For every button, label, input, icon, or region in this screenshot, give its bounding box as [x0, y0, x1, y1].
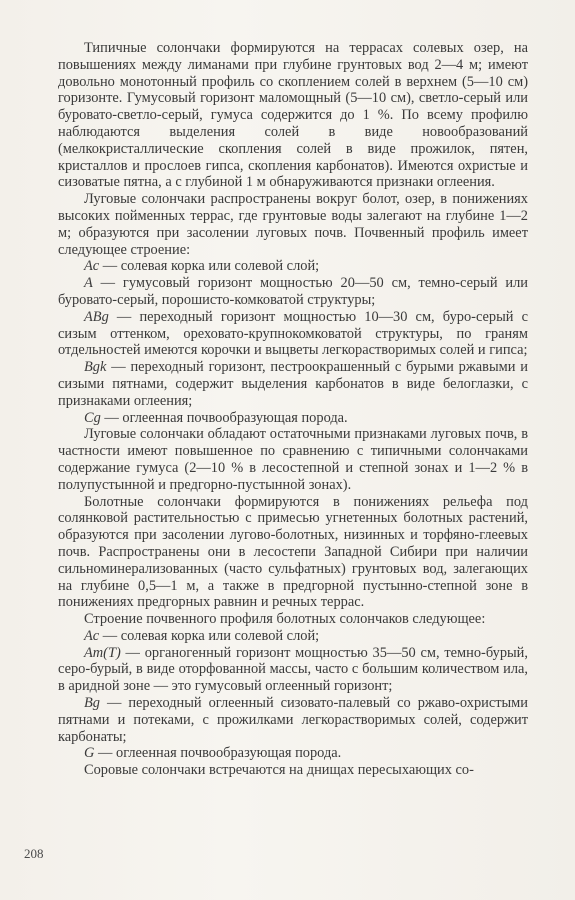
horizon-description: — гумусовый горизонт мощностью 20—50 см, темно-серый или буровато-серый, порошисто-комковатой структуры; [58, 275, 528, 308]
paragraph-bog-profile-intro: Строение почвенного профиля болотных солончаков следующее: [84, 611, 486, 628]
horizon-ac-bog [58, 628, 528, 645]
horizon-symbol: Bgk [84, 359, 107, 376]
horizon-description: — переходный горизонт, пестроокрашенный с бурыми ржавыми и сизыми пятнами, содержит выделения карбонатов в виде белоглазки, с признаками оглеения; [58, 359, 528, 409]
horizon-description: — солевая корка или солевой слой; [99, 258, 320, 275]
horizon-a-meadow [58, 275, 528, 309]
page-number: 208 [24, 846, 44, 861]
horizon-description: — оглеенная почвообразующая порода. [94, 745, 342, 762]
horizon-symbol: Am(T) [84, 644, 121, 661]
horizon-description: — солевая корка или солевой слой; [99, 627, 320, 644]
horizon-bgk-meadow [58, 359, 528, 409]
paragraph-sor-solonchaks: Соровые солончаки встречаются на днищах пересыхающих со- [84, 762, 474, 779]
horizon-g-bog [58, 745, 528, 762]
horizon-symbol: Ac [84, 258, 100, 275]
paragraph-meadow-solonchaks: Луговые солончаки распространены вокруг болот, озер, в понижениях высоких пойменных террас, где грунтовые воды залегают на глубине 1—2 м; образуются при засолении луговых почв. Почвенный профиль имеет следующее строение: [58, 191, 528, 258]
horizon-bg-bog [58, 695, 528, 745]
horizon-description: — переходный горизонт мощностью 10—30 см, буро-серый с сизым оттенком, ореховато-крупнокомковатой структуры, по граням отдельностей имеются корочки и выцветы легкорастворимых солей и гипса; [58, 308, 528, 359]
horizon-symbol: A [84, 275, 93, 292]
horizon-ac-meadow [58, 258, 528, 275]
horizon-abg-meadow [58, 309, 528, 359]
horizon-symbol: G [84, 745, 95, 762]
horizon-cg-meadow [58, 410, 528, 427]
horizon-description: — переходный оглеенный сизовато-палевый со ржаво-охристыми пятнами и потеками, с прожилками легкорастворимых солей, содержит карбонаты; [58, 695, 528, 745]
horizon-amt-bog [58, 645, 528, 695]
paragraph-typical-solonchaks: Типичные солончаки формируются на террасах солевых озер, на повышениях между лиманами при глубине грунтовых вод 2—4 м; имеют довольно монотонный профиль со скоплением солей в верхнем (5—10 см) горизонте. Гумусовый горизонт маломощный (5—10 см), светло-серый или буровато-светло-серый, гумуса содержится до 1 %. По всему профилю наблюдаются выделения солей в виде новообразований (мелкокристаллические скопления солей в виде прожилок, пятен, кристаллов и прослоев гипса, скопления карбонатов). Имеются охристые и сизоватые пятна, а с глубиной 1 м обнаруживаются признаки оглеения. [58, 40, 528, 191]
horizon-description: — органогенный горизонт мощностью 35—50 см, темно-бурый, серо-бурый, в виде оторфованной массы, часто с большим количеством ила, в аридной зоне — это гумусовый оглеенный горизонт; [58, 644, 528, 695]
paragraph-meadow-properties: Луговые солончаки обладают остаточными признаками луговых почв, в частности имеют повышенное по сравнению с типичными солончаками содержание гумуса (2—10 % в лесостепной и степной зонах и 1—2 % в полупустынной и предгорно-пустынной зонах). [58, 426, 528, 493]
paragraph-bog-solonchaks: Болотные солончаки формируются в понижениях рельефа под солянковой растительностью с примесью угнетенных болотных растений, образуются при засолении лугово-болотных, низинных и торфяно-глеевых почв. Распространены они в лесостепи Западной Сибири при наличии сильноминерализованных (часто сульфатных) грунтовых вод, залегающих на глубине 0,5—1 м, а также в предгорной пустынно-степной зоне в понижениях предгорных равнин и речных террас. [58, 493, 528, 611]
page-text [58, 40, 528, 779]
horizon-symbol: Bg [84, 695, 100, 712]
horizon-symbol: Ac [84, 627, 100, 644]
horizon-description: — оглеенная почвообразующая порода. [100, 409, 348, 426]
horizon-symbol: ABg [84, 308, 109, 325]
horizon-symbol: Cg [84, 409, 101, 426]
